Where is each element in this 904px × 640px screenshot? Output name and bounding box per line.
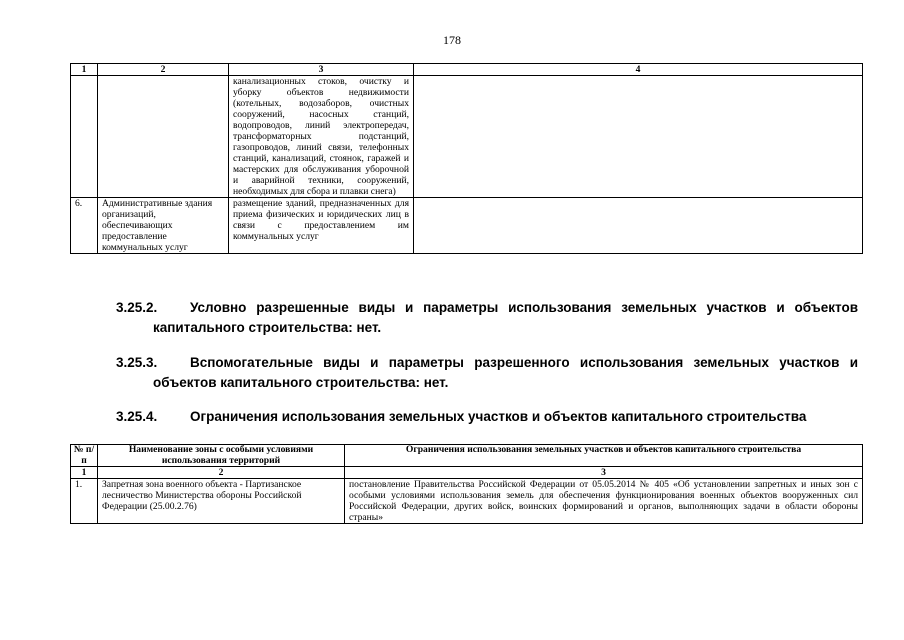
- section-number: 3.25.2.: [116, 300, 158, 315]
- table-row: [71, 479, 863, 524]
- cell-num: [71, 76, 98, 198]
- col-header-1: 1: [71, 64, 98, 76]
- cell-desc: канализационных стоков, очистку и уборку объектов недвижимости (котельных, водозаборов, очистных сооружений, насосных станций, водопроводов, линий электропередач, трансформаторных подстанций, газопроводов, линий связи, телефонных станций, канализаций, стоянок, гаражей и мастерских для обслуживания уборочной и аварийной техники, сооружений, необходимых для сбора и плавки снега): [229, 76, 414, 198]
- cell-desc: размещение зданий, предназначенных для приема физических и юридических лиц в связи с предоставлением им коммунальных услуг: [229, 198, 414, 254]
- col-index-2: 2: [98, 467, 345, 479]
- section-heading: [116, 407, 858, 427]
- table-row: [71, 198, 863, 254]
- section-heading: [116, 298, 858, 338]
- section-title: Условно разрешенные виды и параметры использования земельных участков и объектов: [190, 300, 858, 315]
- table-header-row: [71, 64, 863, 76]
- section-title: Вспомогательные виды и параметры разрешенного использования земельных участков и: [190, 355, 858, 370]
- cell-zone: Запретная зона военного объекта - Партизанское лесничество Министерства обороны Российской Федерации (25.00.2.76): [98, 479, 345, 524]
- table-index-row: [71, 467, 863, 479]
- col-index-3: 3: [345, 467, 863, 479]
- col-header-3: 3: [229, 64, 414, 76]
- cell-num: 6.: [71, 198, 98, 254]
- page-number: 178: [443, 33, 461, 47]
- cell-params: [414, 198, 863, 254]
- section-title-cont: объектов капитального строительства: нет.: [153, 375, 449, 390]
- table-row: [71, 76, 863, 198]
- section-title: Ограничения использования земельных участков и объектов капитального строительства: [190, 409, 807, 424]
- section-number: 3.25.3.: [116, 355, 158, 370]
- header-zone: Наименование зоны с особыми условиями использования территорий: [98, 445, 345, 467]
- header-num: № п/п: [71, 445, 98, 467]
- section-title-cont: капитального строительства: нет.: [153, 320, 382, 335]
- section-number: 3.25.4.: [116, 409, 158, 424]
- col-header-4: 4: [414, 64, 863, 76]
- cell-num: 1.: [71, 479, 98, 524]
- header-restrictions: Ограничения использования земельных участков и объектов капитального строительства: [345, 445, 863, 467]
- table-header-row: [71, 445, 863, 467]
- section-heading: [116, 353, 858, 393]
- col-index-1: 1: [71, 467, 98, 479]
- cell-params: [414, 76, 863, 198]
- cell-name: [98, 76, 229, 198]
- land-use-table: [70, 63, 863, 254]
- cell-name: Административные здания организаций, обеспечивающих предоставление коммунальных услуг: [98, 198, 229, 254]
- col-header-2: 2: [98, 64, 229, 76]
- restrictions-table: [70, 444, 863, 524]
- cell-restriction: постановление Правительства Российской Федерации от 05.05.2014 № 405 «Об установлении запретных и иных зон с особыми условиями использования земель для обеспечения функционирования военных объектов вооруженных сил Российской Федерации, других войск, воинских формирований и органов, выполняющих задачи в области обороны страны»: [345, 479, 863, 524]
